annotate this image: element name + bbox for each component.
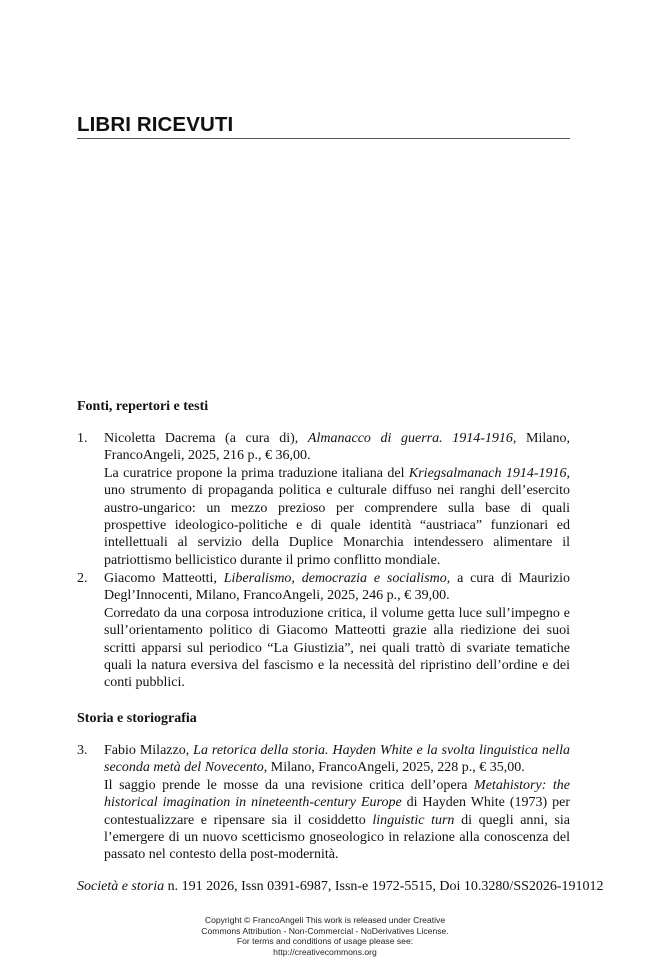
entry-number: 2.	[77, 571, 88, 586]
license-line: Commons Attribution - Non-Commercial - NoDerivatives License.	[201, 925, 449, 936]
section-heading-fonti: Fonti, repertori e testi	[77, 399, 209, 414]
book-title: Liberalismo, democrazia e socialismo	[223, 571, 447, 586]
entry-citation: Nicoletta Dacrema (a cura di), Almanacco di guerra. 1914-1916, Milano, FrancoAngeli, 2025, 216 p., € 36,00.	[104, 431, 570, 464]
license-link[interactable]: http://creativecommons.org	[273, 946, 377, 957]
license-notice	[0, 915, 650, 957]
license-line: For terms and conditions of usage please see:	[236, 936, 414, 947]
entry-abstract: Il saggio prende le mosse da una revisione critica dell’opera Metahistory: the historical imagination in nineteenth-century Europe di Hayden White (1973) per contestualizzare e ripensare sia il cosiddetto linguistic turn di quegli anni, sia l’emergere di un nuovo scetticismo gnoseologico in relazione alla conoscenza del passato nel contesto della post-modernità.	[104, 777, 570, 863]
title-rule	[77, 138, 570, 139]
entry-number: 1.	[77, 431, 88, 446]
entry-citation: Fabio Milazzo, La retorica della storia. Hayden White e la svolta linguistica nella seconda metà del Novecento, Milano, FrancoAngeli, 2025, 228 p., € 35,00.	[104, 743, 570, 776]
section-heading-storia: Storia e storiografia	[77, 711, 197, 726]
journal-name: Società e storia	[77, 879, 165, 894]
footer-citation: Società e storia n. 191 2026, Issn 0391-6987, Issn-e 1972-5515, Doi 10.3280/SS2026-191012	[77, 879, 604, 894]
license-line: Copyright © FrancoAngeli This work is released under Creative	[204, 915, 446, 925]
book-entry-3	[77, 742, 570, 864]
entry-abstract: Corredato da una corposa introduzione critica, il volume getta luce sull’impegno e sull’orientamento politico di Giacomo Matteotti grazie alla riedizione dei suoi scritti apparsi sul periodico “La Giustizia”, nei quali trattò di svariate tematiche quali la natura eversiva del fascismo e la necessità del ripristino dell’ordine e dei conti pubblici.	[104, 605, 570, 691]
entry-citation: Giacomo Matteotti, Liberalismo, democrazia e socialismo, a cura di Maurizio Degl’Innocenti, Milano, FrancoAngeli, 2025, 246 p., € 39,00.	[104, 571, 570, 604]
book-entry-1	[77, 430, 570, 569]
book-entry-2	[77, 570, 570, 692]
page-title: LIBRI RICEVUTI	[77, 113, 234, 136]
entry-number: 3.	[77, 743, 88, 758]
book-title: La retorica della storia. Hayden White e la svolta linguistica nella seconda metà del Novecento	[104, 743, 570, 776]
entry-abstract: La curatrice propone la prima traduzione italiana del Kriegsalmanach 1914-1916, uno strumento di propaganda politica e culturale diffuso nei ranghi dell’esercito austro-ungarico: un mezzo prezioso per comprendere sulla base di quali prospettive ideologico-politiche e di quale identità “austriaca” funzionari ed intellettuali al servizio della Duplice Monarchia intendessero alimentare il patriottismo bellicistico durante il primo conflitto mondiale.	[104, 465, 570, 568]
book-title: Almanacco di guerra. 1914-1916	[307, 431, 513, 446]
